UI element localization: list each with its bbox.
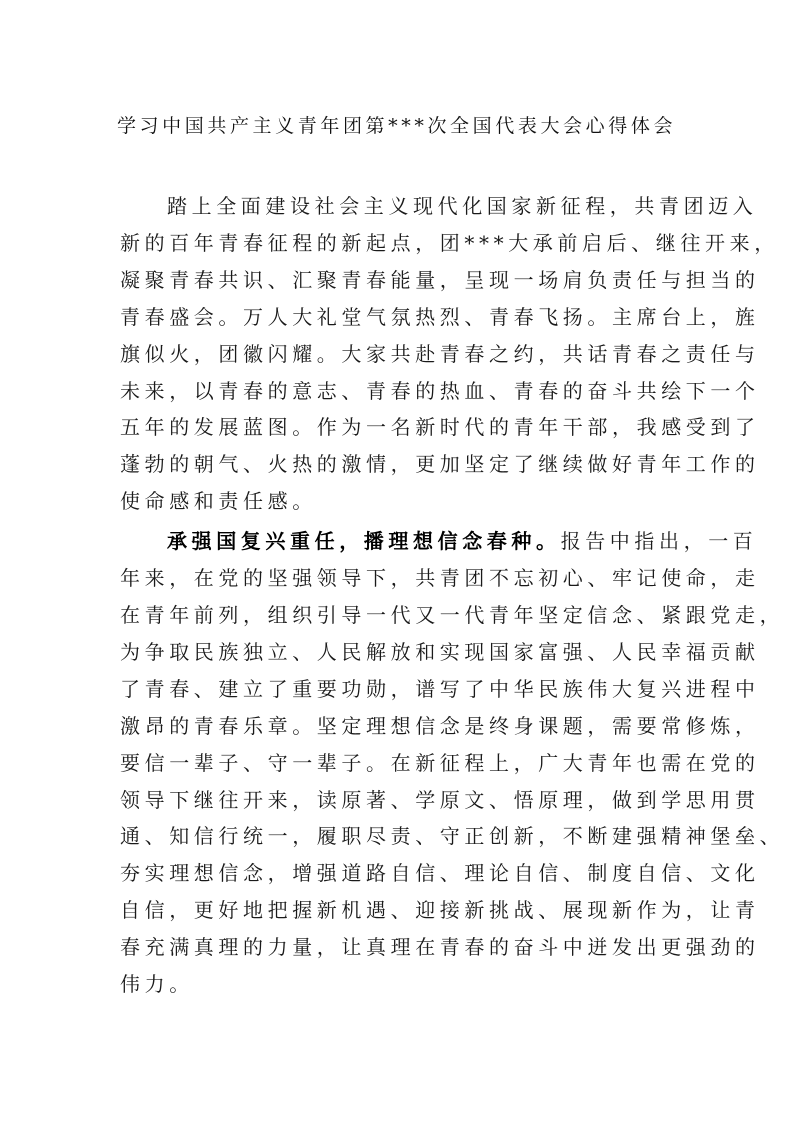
text-line: 自信，更好地把握新机遇、迎接新挑战、展现新作为，让青 (120, 898, 760, 923)
text-line: 蓬勃的朝气、火热的激情，更加坚定了继续做好青年工作的 (120, 452, 760, 477)
text-line: 新的百年青春征程的新起点，团***大承前启后、继往开来， (120, 230, 779, 255)
text-line: 青春盛会。万人大礼堂气氛热烈、青春飞扬。主席台上，旌 (120, 304, 760, 329)
text-line: 踏上全面建设社会主义现代化国家新征程，共青团迈入 (167, 194, 758, 218)
text-fragment: 报告中指出，一百 (560, 529, 758, 554)
document-title: 学习中国共产主义青年团第***次全国代表大会心得体会 (116, 115, 677, 137)
paragraph-heading-bold: 承强国复兴重任，播理想信念春种。 (167, 529, 561, 554)
paragraph-2 (120, 523, 785, 1003)
text-line: 要信一辈子、守一辈子。在新征程上，广大青年也需在党的 (120, 750, 760, 775)
text-line: 年来，在党的坚强领导下，共青团不忘初心、牢记使命，走 (120, 566, 760, 591)
text-line: 五年的发展蓝图。作为一名新时代的青年干部，我感受到了 (120, 415, 760, 440)
text-line: 为争取民族独立、人民解放和实现国家富强、人民幸福贡献 (120, 639, 760, 664)
text-line: 通、知信行统一，履职尽责、守正创新，不断建强精神堡垒、 (120, 824, 785, 849)
text-line: 凝聚青春共识、汇聚青春能量，呈现一场肩负责任与担当的 (120, 267, 760, 292)
text-line: 春充满真理的力量，让真理在青春的奋斗中迸发出更强劲的 (120, 935, 760, 960)
text-line: 夯实理想信念，增强道路自信、理论自信、制度自信、文化 (120, 861, 760, 886)
document-body (120, 188, 785, 1006)
text-line (120, 523, 758, 560)
text-line: 激昂的青春乐章。坚定理想信念是终身课题，需要常修炼， (120, 713, 760, 738)
text-line: 在青年前列，组织引导一代又一代青年坚定信念、紧跟党走， (120, 602, 785, 627)
text-line: 使命感和责任感。 (120, 489, 317, 514)
text-line: 旗似火，团徽闪耀。大家共赴青春之约，共话青春之责任与 (120, 341, 760, 366)
text-line: 未来，以青春的意志、青春的热血、青春的奋斗共绘下一个 (120, 378, 760, 403)
paragraph-1 (120, 188, 779, 520)
text-line: 领导下继往开来，读原著、学原文、悟原理，做到学思用贯 (120, 787, 760, 812)
text-line: 伟力。 (120, 972, 194, 997)
text-line: 了青春、建立了重要功勋，谱写了中华民族伟大复兴进程中 (120, 676, 760, 701)
